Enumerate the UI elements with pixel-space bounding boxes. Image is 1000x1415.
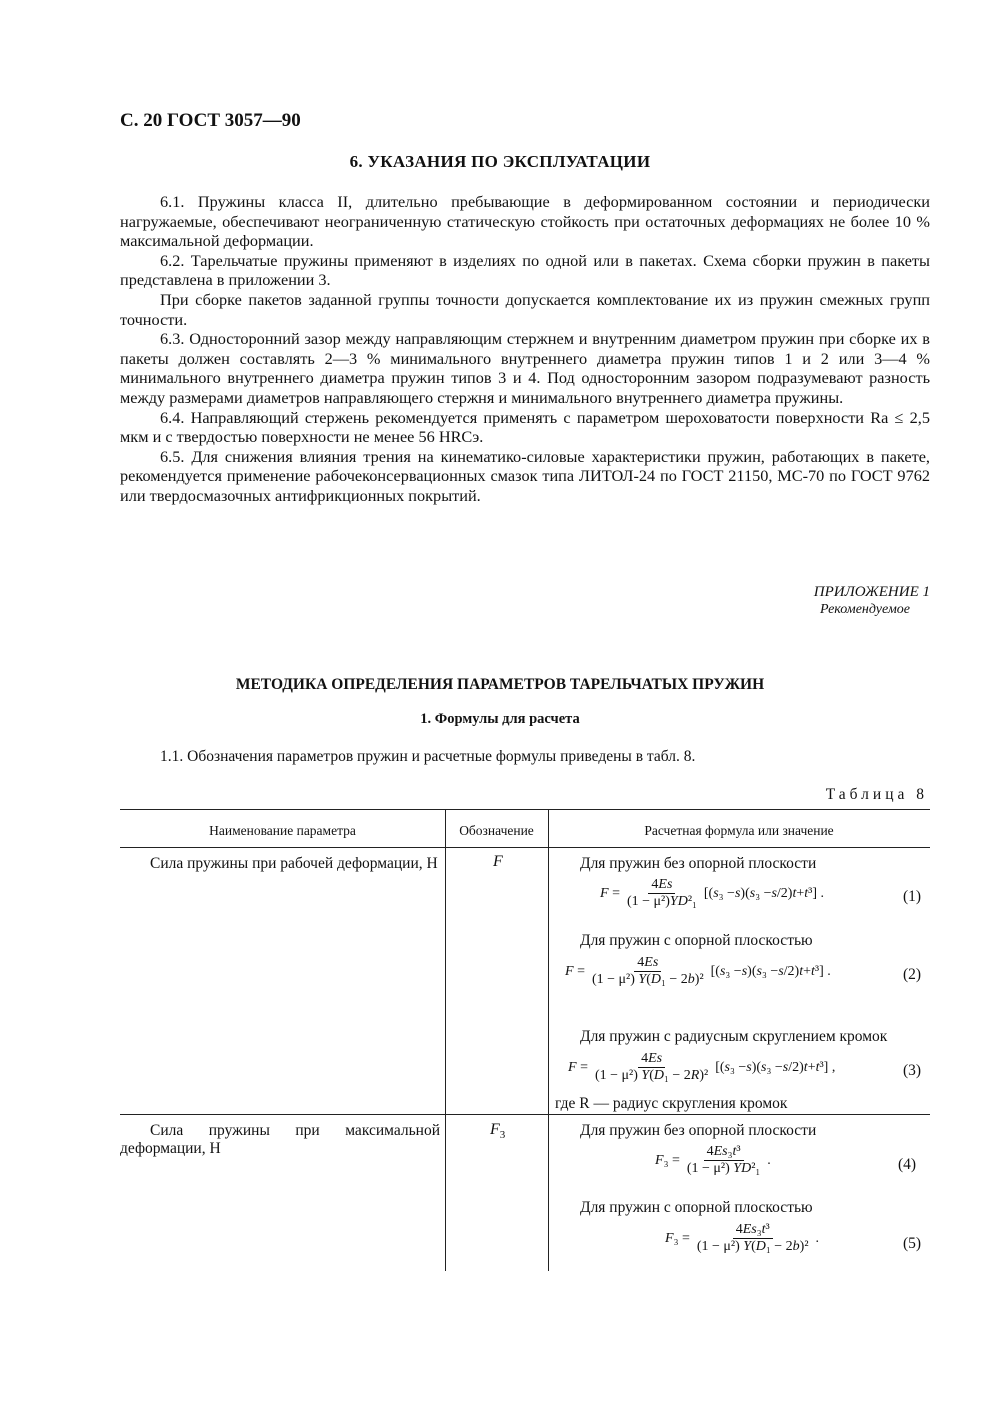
eq-number-5: (5) (903, 1235, 922, 1252)
formula-2: F = $\frac{4Es}{\text{(1 − μ²) Y(D₁ − 2b)²}}$ [( s ₃ − s )( s ₃ − s /2) t + t ³] . (565, 955, 831, 987)
section-title: 6. УКАЗАНИЯ ПО ЭКСПЛУАТАЦИИ (349, 152, 651, 171)
paragraph-6-3: 6.3. Односторонний зазор между направляющим стержнем и внутренним диаметром пружин при сборке их в пакеты должен составлять 2—3 % минимального внутреннего диаметра пружин типов 1 и 2 или 3—4 % минимального внутреннего диаметра пружин типов 3 и 4. Под односторонним зазором подразумевают разность между размерами диаметров направляющего стержня и минимального внутреннего диаметра пружины. (120, 329, 930, 407)
paragraph-6-4: 6.4. Направляющий стержень рекомендуется применять с параметром шероховатости поверхности Ra ≤ 2,5 мкм и с твердостью поверхности не менее 56 HRCэ. (120, 407, 930, 447)
table-header-symbol: Обозначение (459, 823, 534, 838)
paragraph-6-5: 6.5. Для снижения влияния трения на кинематико-силовые характеристики пружин, работающих в пакете, рекомендуется применение рабочеконсервационных смазок типа ЛИТОЛ-24 по ГОСТ 21150, МС-70 по ГОСТ 9762 или твердосмазочных антифрикционных покрытий. (120, 446, 930, 505)
appendix-status: Рекомендуемое (820, 602, 910, 617)
paragraph-6-1: 6.1. Пружины класса II, длительно пребывающие в деформированном состоянии и периодически нагружаемые, обеспечивают неограниченную статическую стойкость при остаточных деформациях не более 10 % максимальной деформации. (120, 192, 930, 251)
table-header-border (120, 847, 930, 848)
formula-5: F ₃ = $\frac{\text{4Es₃t³}}{\text{(1 − μ²) Y(D₁ − 2b)²}}$ . (665, 1222, 820, 1254)
appendix-number: ПРИЛОЖЕНИЕ 1 (813, 584, 930, 600)
paragraph-6-2: 6.2. Тарельчатые пружины применяют в изделиях по одной или в пакетах. Схема сборки пружин в пакеты представлена в приложении 3. (120, 250, 930, 290)
row1-case-1: Для пружин без опорной плоскости (580, 855, 817, 872)
table-header-name: Наименование параметра (209, 823, 356, 838)
row1-case-2: Для пружин с опорной плоскостью (580, 932, 813, 949)
intro-paragraph: 1.1. Обозначения параметров пружин и расчетные формулы приведены в табл. 8. (160, 748, 696, 765)
eq-number-2: (2) (903, 966, 922, 983)
formula-3: F = $\frac{4Es}{\text{(1 − μ²) Y(D₁ − 2R)²}}$ [( s ₃ − s )( s ₃ − s /2) t + t ³] , (568, 1051, 836, 1083)
page-header: С. 20 ГОСТ 3057—90 (120, 110, 301, 131)
table-label: Таблица 8 (825, 786, 928, 803)
row1-case-3: Для пружин с радиусным скруглением кромок (580, 1028, 888, 1045)
row1-note: где R — радиус скругления кромок (555, 1095, 788, 1112)
table-header-formula: Расчетная формула или значение (644, 823, 834, 838)
eq-number-4: (4) (898, 1156, 917, 1173)
row1-name: Сила пружины при рабочей деформации, Н (150, 855, 438, 872)
row2-symbol: $F_3$ (490, 1121, 506, 1142)
row2-case-1: Для пружин без опорной плоскости (580, 1122, 817, 1139)
section-body (120, 192, 930, 506)
eq-number-3: (3) (903, 1062, 922, 1079)
table-col-divider-1 (445, 809, 446, 1271)
table-top-border (120, 809, 930, 810)
method-title: МЕТОДИКА ОПРЕДЕЛЕНИЯ ПАРАМЕТРОВ ТАРЕЛЬЧАТЫХ ПРУЖИН (235, 676, 765, 693)
row2-name: Сила пружины при максимальной деформации, Н (120, 1122, 440, 1157)
table-row-divider (120, 1114, 930, 1115)
row1-symbol: F (493, 853, 503, 870)
table-col-divider-2 (548, 809, 549, 1271)
formula-1: F = $\frac{4Es}{\text{(1 − μ²)YD²₁}}$ [( s ₃ − s )( s ₃ − s /2) t + t ³] . (600, 877, 825, 909)
eq-number-1: (1) (903, 888, 922, 905)
formula-4: F ₃ = $\frac{\text{4Es₃t³}}{\text{(1 − μ²) YD²₁}}$ . (655, 1144, 771, 1176)
subsection-title: 1. Формулы для расчета (420, 711, 580, 727)
row2-case-2: Для пружин с опорной плоскостью (580, 1199, 813, 1216)
paragraph-6-2-cont: При сборке пакетов заданной группы точности допускается комплектование их из пружин смежных групп точности. (120, 289, 930, 329)
appendix-label (814, 584, 930, 618)
